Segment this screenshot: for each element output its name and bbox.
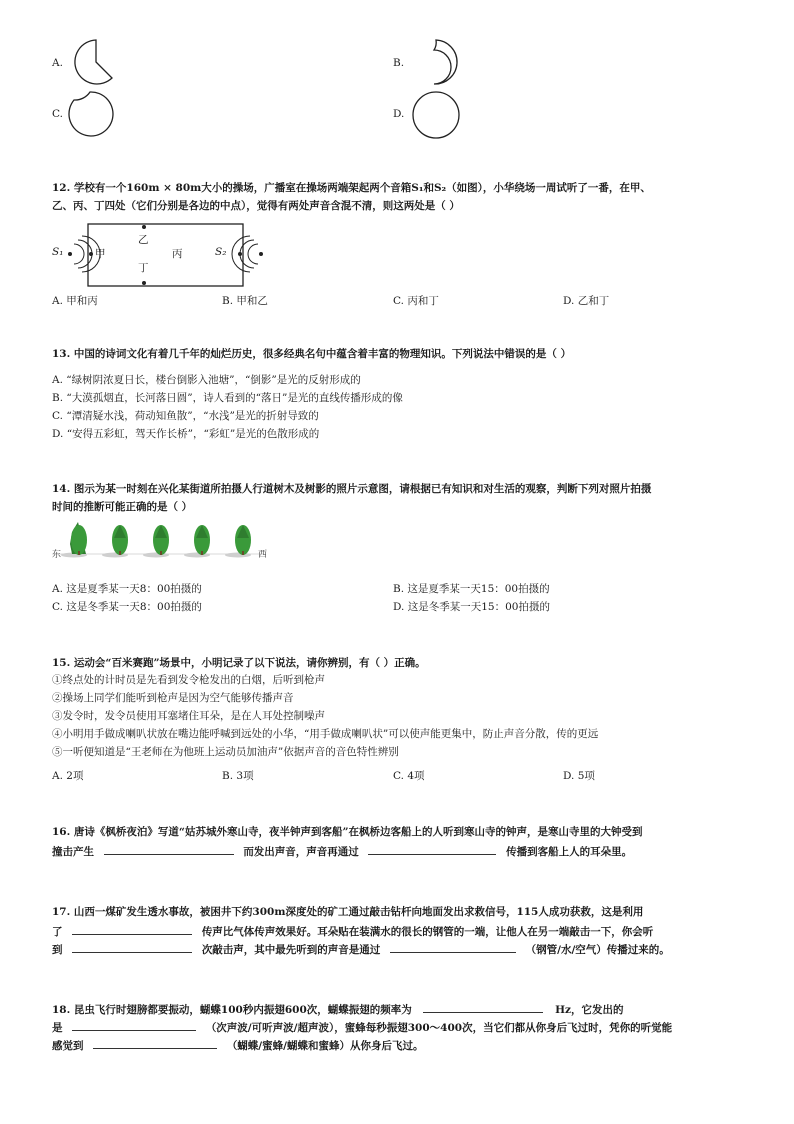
q15-stem: 15. 运动会“百米赛跑”场景中，小明记录了以下说法，请你辨别，有（ ）正确。 — [52, 657, 426, 669]
q14-option-c: C. 这是冬季某一天8：00拍摄的 — [52, 601, 202, 613]
q18-text-a: 18. 昆虫飞行时翅膀都要振动，蝴蝶100秒内振翅600次，蝴蝶振翅的频率为 — [52, 1004, 412, 1016]
q12-stem-line2: 乙、丙、丁四处（它们分别是各边的中点），觉得有两处声音含混不清，则这两处是（ ） — [52, 200, 460, 212]
q18-text-f: （蝴蝶/蜜蜂/蝴蝶和蜜蜂）从你身后飞过。 — [226, 1040, 424, 1052]
q14-trees-figure — [52, 518, 272, 562]
s2-dot — [259, 252, 263, 256]
q15-item-4: ④小明用手做成喇叭状放在嘴边能呼喊到远处的小华，“用手做成喇叭状”可以使声能更集中，防止声音分散，传的更远 — [52, 728, 599, 740]
q17-blank-3[interactable] — [390, 940, 516, 953]
q11-option-a-label: A. — [52, 57, 63, 69]
q14-west-label: 西 — [258, 550, 268, 560]
q18-text-b: Hz，它发出的 — [555, 1004, 624, 1016]
q14-option-b: B. 这是夏季某一天15：00拍摄的 — [393, 583, 550, 595]
q17-text-b: 传声比气体传声效果好。耳朵贴在装满水的很长的钢管的一端，让他人在另一端敲击一下，你会听 — [201, 926, 654, 938]
s2-wave-mid — [240, 240, 254, 268]
q15-option-d: D. 5项 — [563, 770, 595, 782]
q15-item-1: ①终点处的计时员是先看到发令枪发出的白烟，后听到枪声 — [52, 674, 325, 686]
s1-wave-inner — [74, 244, 84, 264]
q12-bing-label: 丙 — [172, 248, 183, 260]
q11-option-c-figure — [68, 90, 118, 140]
q18-text-c: 是 — [52, 1022, 63, 1034]
q17-line1: 17. 山西一煤矿发生透水事故，被困井下约300m深度处的矿工通过敲击钻杆向地面发出求救信号，115人成功获救，这是利用 — [52, 906, 644, 918]
q16-text-c: 传播到客船上人的耳朵里。 — [506, 846, 633, 858]
q14-stem-line2: 时间的推断可能正确的是（ ） — [52, 501, 193, 513]
q11-a-sector — [75, 40, 112, 84]
q17-blank-1[interactable] — [72, 922, 192, 935]
q15-item-2: ②操场上同学们能听到枪声是因为空气能够传播声音 — [52, 692, 294, 704]
q11-b-crescent — [434, 40, 457, 84]
q17-text-d: 次敲击声，其中最先听到的声音是通过 — [201, 944, 381, 956]
tree-4 — [184, 525, 210, 558]
q17-text-c: 到 — [52, 944, 63, 956]
q11-d-circle — [413, 92, 459, 138]
q17-text-a: 了 — [52, 926, 63, 938]
q11-option-b-label: B. — [393, 57, 405, 69]
q14-option-d: D. 这是冬季某一天15：00拍摄的 — [393, 601, 550, 613]
q18-line1 — [52, 1000, 623, 1017]
q12-ding-label: 丁 — [138, 262, 149, 274]
q11-option-c-label: C. — [52, 108, 63, 120]
q15-item-3: ③发令时，发令员使用耳塞堵住耳朵，是在人耳处控制噪声 — [52, 710, 325, 722]
tree-2 — [102, 525, 128, 558]
q18-blank-1[interactable] — [423, 1000, 543, 1013]
q12-option-c: C. 丙和丁 — [393, 295, 439, 307]
tree-5 — [225, 525, 251, 558]
q14-stem-line1: 14. 图示为某一时刻在兴化某街道所拍摄人行道树木及树影的照片示意图，请根据已有知识和对生活的观察，判断下列对照片拍摄 — [52, 483, 652, 495]
q14-east-label: 东 — [52, 550, 62, 560]
q15-item-5: ⑤一听便知道是“王老师在为他班上运动员加油声”依据声音的音色特性辨别 — [52, 746, 399, 758]
q11-option-b-figure — [412, 38, 462, 88]
q11-option-d-label: D. — [393, 108, 405, 120]
tree-1 — [61, 522, 87, 558]
q13-option-d: D. “安得五彩虹，驾天作长桥”，“彩虹”是光的色散形成的 — [52, 428, 320, 440]
q18-blank-2[interactable] — [72, 1018, 196, 1031]
q12-jia-label: 甲 — [95, 248, 106, 260]
q13-option-c: C. “潭清疑水浅，荷动知鱼散”，“水浅”是光的折射导致的 — [52, 410, 319, 422]
q12-s2-label: S₂ — [215, 246, 227, 258]
bing-dot — [238, 252, 242, 256]
s1-dot — [68, 252, 72, 256]
s2-wave-inner — [248, 244, 258, 264]
q12-stem-line1: 12. 学校有一个160m × 80m大小的操场，广播室在操场两端架起两个音箱S₁和S₂（如图），小华绕场一周试听了一番，在甲、 — [52, 182, 651, 194]
q15-option-b: B. 3项 — [222, 770, 254, 782]
q13-stem: 13. 中国的诗词文化有着几千年的灿烂历史，很多经典名句中蕴含着丰富的物理知识。下列说法中错误的是（ ） — [52, 348, 572, 360]
ding-dot — [142, 281, 146, 285]
q15-option-c: C. 4项 — [393, 770, 425, 782]
q17-blank-2[interactable] — [72, 940, 192, 953]
q17-text-e: （钢管/水/空气）传播过来的。 — [525, 944, 670, 956]
q12-option-b: B. 甲和乙 — [222, 295, 268, 307]
q12-option-d: D. 乙和丁 — [563, 295, 610, 307]
q12-yi-label: 乙 — [138, 234, 149, 246]
q16-blank-2[interactable] — [368, 842, 496, 855]
q11-option-a-figure — [68, 38, 118, 88]
q18-blank-3[interactable] — [93, 1036, 217, 1049]
q18-text-e: 感觉到 — [52, 1040, 84, 1052]
q15-option-a: A. 2项 — [52, 770, 84, 782]
q16-line2 — [52, 842, 632, 859]
q16-line1: 16. 唐诗《枫桥夜泊》写道“姑苏城外寒山寺，夜半钟声到客船”在枫桥边客船上的人听到寒山寺的钟声，是寒山寺里的大钟受到 — [52, 826, 643, 838]
yi-dot — [142, 225, 146, 229]
q17-line2 — [52, 922, 653, 939]
q18-text-d: （次声波/可听声波/超声波），蜜蜂每秒振翅300～400次，当它们都从你身后飞过时，凭你的听觉能 — [205, 1022, 673, 1034]
q18-line3 — [52, 1036, 423, 1053]
q18-line2 — [52, 1018, 672, 1035]
q13-option-a: A. “绿树阴浓夏日长，楼台倒影入池塘”，“倒影”是光的反射形成的 — [52, 374, 361, 386]
q16-blank-1[interactable] — [104, 842, 234, 855]
jia-dot — [89, 252, 93, 256]
q17-line3 — [52, 940, 670, 957]
q16-text-a: 撞击产生 — [52, 846, 94, 858]
tree-3 — [143, 525, 169, 558]
q12-s1-label: S₁ — [52, 246, 64, 258]
q13-option-b: B. “大漠孤烟直，长河落日圆”，诗人看到的“落日”是光的直线传播形成的像 — [52, 392, 403, 404]
q16-text-b: 而发出声音，声音再通过 — [243, 846, 359, 858]
q12-option-a: A. 甲和丙 — [52, 295, 98, 307]
q11-option-d-figure — [412, 90, 462, 140]
q14-option-a: A. 这是夏季某一天8：00拍摄的 — [52, 583, 202, 595]
q11-c-crescent — [69, 92, 113, 136]
